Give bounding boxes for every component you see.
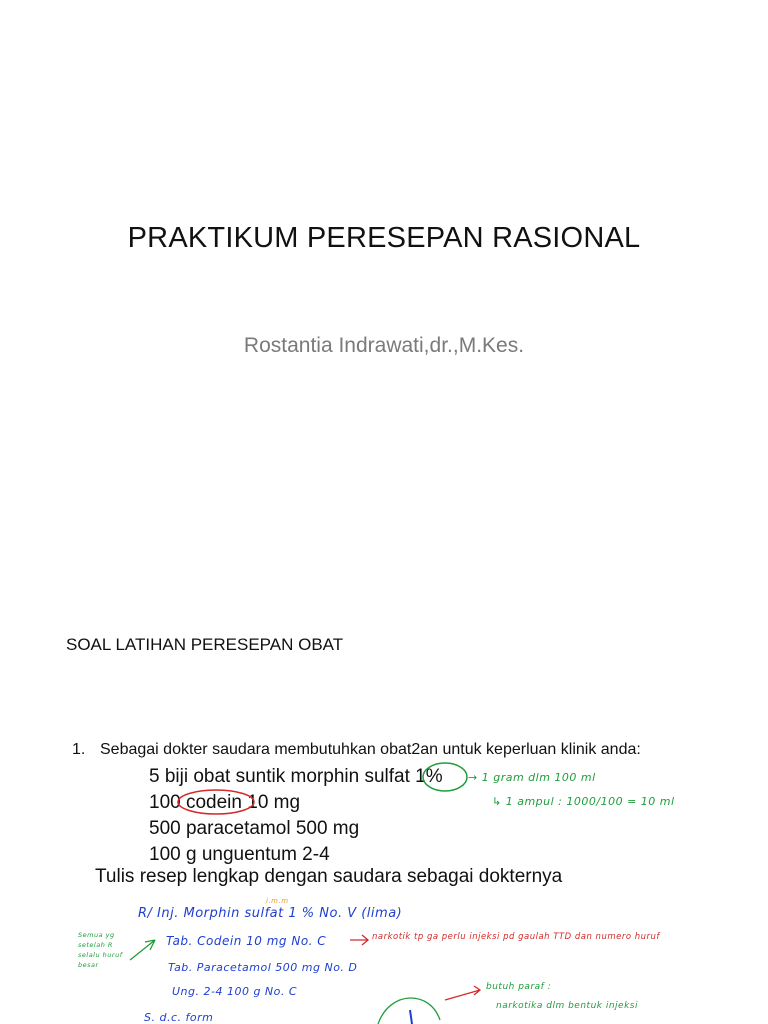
question-number: 1. [72,741,86,758]
exercise-heading: SOAL LATIHAN PERESEPAN OBAT [66,635,344,654]
note-imm: i.m.m [266,897,289,905]
slide-title: PRAKTIKUM PERESEPAN RASIONAL [127,222,641,254]
arrow-to-red-note [350,935,368,945]
note-gram: → 1 gram dlm 100 ml [468,771,596,784]
paraf-arrow [445,986,480,1000]
rx-line-4: Ung. 2-4 100 g No. C [172,985,298,998]
rx-line-3: Tab. Paracetamol 500 mg No. D [168,961,358,974]
instruction-text: Tulis resep lengkap dengan saudara sebagai dokternya [95,866,563,887]
red-note: narkotik tp ga perlu injeksi pd gaulah TTD dan numero huruf [372,932,660,942]
arrow-side-note [130,940,155,960]
author-name: Rostantia Indrawati,dr.,M.Kes. [243,334,525,357]
circle-codein [178,790,254,814]
rx-line-5: S. d.c. form [144,1011,214,1024]
drug-item-morphin: 5 biji obat suntik morphin sulfat 1% [149,766,443,787]
note-ampul: ↳ 1 ampul : 1000/100 = 10 ml [492,795,675,808]
drug-item-paracetamol: 500 paracetamol 500 mg [149,818,360,839]
rx-line-2: Tab. Codein 10 mg No. C [166,934,327,948]
paraf-note-title: butuh paraf : [486,982,552,992]
drug-item-codein: 100 codein 10 mg [149,792,301,813]
paraf-mark [410,1010,412,1024]
side-note: Semua yg setelah R selalu huruf besar [78,931,123,969]
paraf-loop [378,998,440,1024]
circle-1-percent [423,763,467,791]
rx-line-1: R/ Inj. Morphin sulfat 1 % No. V (lima) [138,906,403,921]
question-text: Sebagai dokter saudara membutuhkan obat2an untuk keperluan klinik anda: [100,741,641,758]
drug-item-unguentum: 100 g unguentum 2-4 [149,844,330,865]
paraf-note-body: narkotika dlm bentuk injeksi [496,1001,638,1011]
